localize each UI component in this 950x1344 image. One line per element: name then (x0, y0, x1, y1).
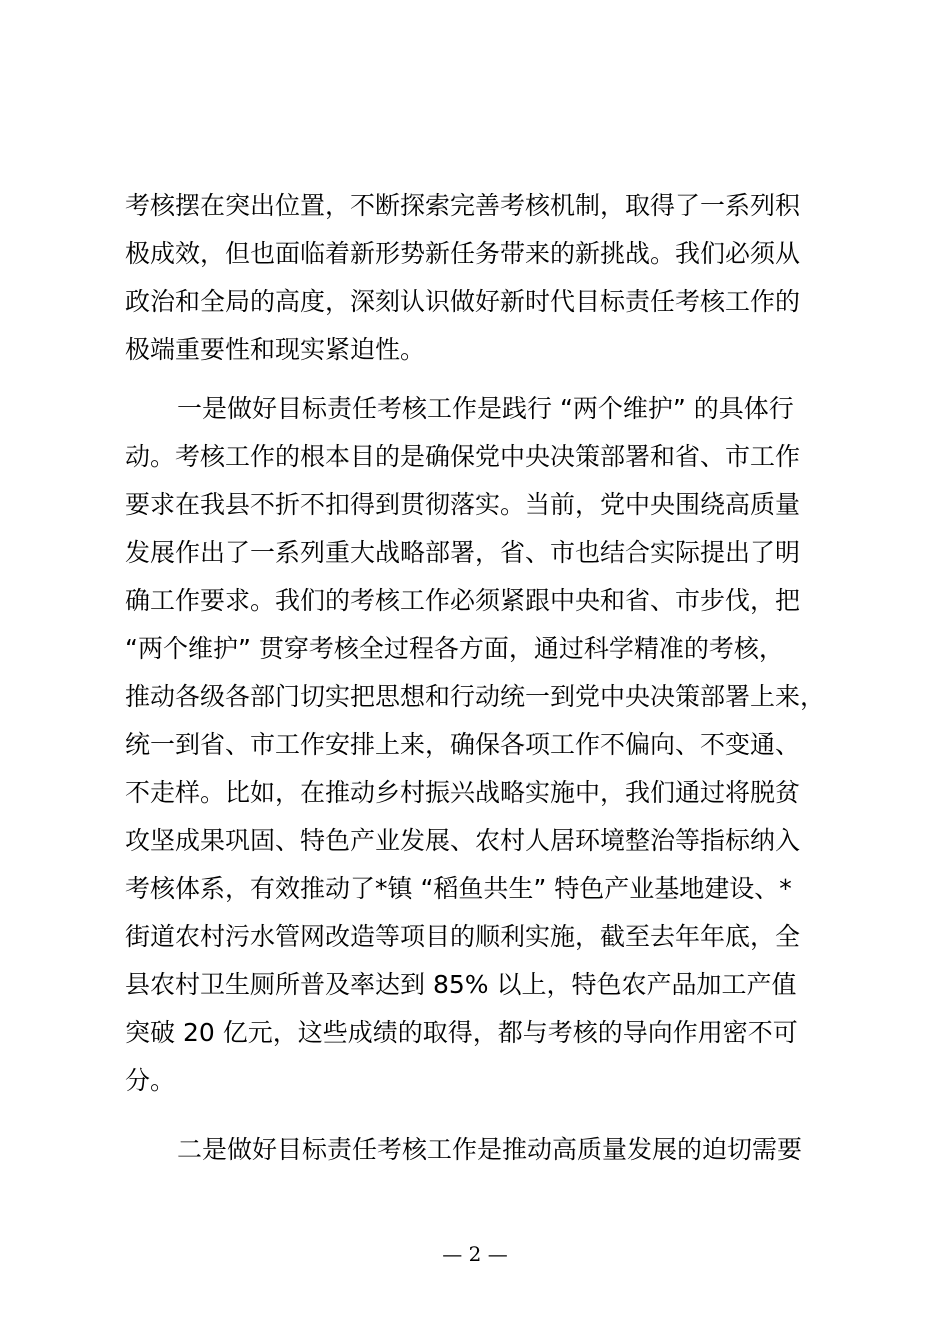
paragraph-1-line-1: 考核摆在突出位置，不断探索完善考核机制，取得了一系列积 (125, 191, 801, 220)
paragraph-2-line-3: 要求在我县不折不扣得到贯彻落实。当前，党中央围绕高质量 (125, 490, 801, 519)
paragraph-2-line-15: 分。 (125, 1066, 176, 1095)
paragraph-1-line-3: 政治和全局的高度，深刻认识做好新时代目标责任考核工作的 (125, 287, 801, 316)
paragraph-2-line-6: “两个维护” 贯穿考核全过程各方面，通过科学精准的考核， (125, 634, 784, 663)
paragraph-1-line-4: 极端重要性和现实紧迫性。 (125, 335, 426, 364)
paragraph-2-line-13: 县农村卫生厕所普及率达到 85% 以上，特色农产品加工产值 (125, 970, 797, 999)
paragraph-2-line-4: 发展作出了一系列重大战略部署，省、市也结合实际提出了明 (125, 538, 801, 567)
paragraph-2-line-14: 突破 20 亿元，这些成绩的取得，都与考核的导向作用密不可 (125, 1018, 798, 1047)
paragraph-2-line-10: 攻坚成果巩固、特色产业发展、农村人居环境整治等指标纳入 (125, 826, 801, 855)
paragraph-2-line-7: 推动各级各部门切实把思想和行动统一到党中央决策部署上来， (125, 682, 826, 711)
paragraph-1-line-2: 极成效，但也面临着新形势新任务带来的新挑战。我们必须从 (125, 239, 801, 268)
paragraph-2-line-5: 确工作要求。我们的考核工作必须紧跟中央和省、市步伐，把 (125, 586, 801, 615)
paragraph-2-line-12: 街道农村污水管网改造等项目的顺利实施，截至去年年底，全 (125, 922, 801, 951)
paragraph-2-line-9: 不走样。比如，在推动乡村振兴战略实施中，我们通过将脱贫 (125, 778, 801, 807)
paragraph-3-line-1: 二是做好目标责任考核工作是推动高质量发展的迫切需要 (177, 1135, 803, 1164)
paragraph-2-line-8: 统一到省、市工作安排上来，确保各项工作不偏向、不变通、 (125, 730, 801, 759)
paragraph-2-line-1: 一是做好目标责任考核工作是践行 “两个维护” 的具体行 (177, 394, 794, 423)
paragraph-2-line-2: 动。考核工作的根本目的是确保党中央决策部署和省、市工作 (125, 442, 801, 471)
paragraph-2-line-11: 考核体系，有效推动了*镇 “稻鱼共生” 特色产业基地建设、* (125, 874, 792, 903)
page-number: — 2 — (442, 1242, 508, 1266)
